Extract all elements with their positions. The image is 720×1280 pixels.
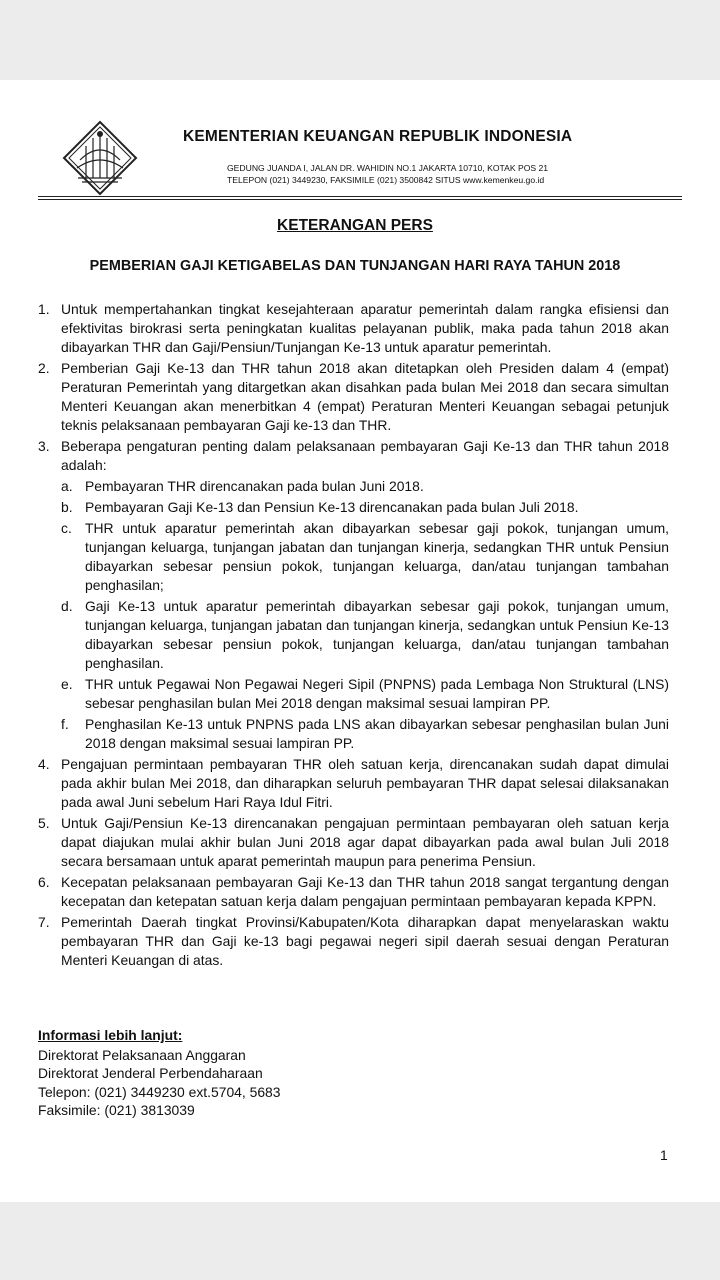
address-line: GEDUNG JUANDA I, JALAN DR. WAHIDIN NO.1 JAKARTA 10710, KOTAK POS 21 bbox=[227, 163, 549, 173]
list-item bbox=[38, 814, 669, 871]
info-phone: Telepon: (021) 3449230 ext.5704, 5683 bbox=[38, 1083, 281, 1100]
sublist-letter: e. bbox=[61, 676, 73, 692]
item-text: Kecepatan pelaksanaan pembayaran Gaji Ke-13 dan THR tahun 2018 sangat tergantung dengan kecepatan dan ketepatan satuan kerja dalam pengajuan permintaan pembayaran kepada KPPN. bbox=[61, 874, 669, 909]
page-number: 1 bbox=[660, 1147, 668, 1163]
sublist-letter: a. bbox=[61, 478, 73, 494]
sublist-text: Pembayaran Gaji Ke-13 dan Pensiun Ke-13 direncanakan pada bulan Juli 2018. bbox=[85, 499, 579, 515]
list-item bbox=[38, 755, 669, 812]
info-line: Direktorat Jenderal Perbendaharaan bbox=[38, 1065, 263, 1081]
list-item bbox=[38, 359, 669, 435]
list-item bbox=[38, 437, 669, 475]
sublist-text: Pembayaran THR direncanakan pada bulan Juni 2018. bbox=[85, 478, 424, 494]
sublist-letter: d. bbox=[61, 598, 73, 614]
kemenkeu-emblem-icon bbox=[62, 120, 138, 196]
list-item bbox=[38, 873, 669, 911]
document-heading: KETERANGAN PERS bbox=[277, 217, 433, 234]
item-number: 2. bbox=[38, 360, 50, 376]
sublist-item bbox=[38, 519, 669, 595]
item-number: 4. bbox=[38, 756, 50, 772]
sublist-item bbox=[38, 597, 669, 673]
sublist-item bbox=[38, 498, 669, 517]
list-item bbox=[38, 300, 669, 357]
item-text: Untuk Gaji/Pensiun Ke-13 direncanakan pengajuan permintaan pembayaran oleh satuan kerja dapat diajukan mulai akhir bulan Juni 2018 agar dapat dibayarkan pada awal bulan Juli 2018 secara bersamaan untuk aparat pemerintah maupun para penerima Pensiun. bbox=[61, 815, 669, 869]
item-text: Pemberian Gaji Ke-13 dan THR tahun 2018 akan ditetapkan oleh Presiden dalam 4 (empat) Peraturan Pemerintah yang ditargetkan akan disahkan pada bulan Mei 2018 dan secara simultan Menteri Keuangan akan menerbitkan 4 (empat) Peraturan Menteri Keuangan sebagai petunjuk teknis pelaksanaan pembayaran Gaji ke-13 dan THR. bbox=[61, 360, 669, 433]
item-text: Untuk mempertahankan tingkat kesejahteraan aparatur pemerintah dalam rangka efisiensi dan efektivitas birokrasi serta peningkatan kualitas pelayanan publik, maka pada tahun 2018 akan dibayarkan THR dan Gaji/Pensiun/Tunjangan Ke-13 untuk aparatur pemerintah. bbox=[61, 301, 669, 355]
list-item bbox=[38, 913, 669, 970]
contact-line: TELEPON (021) 3449230, FAKSIMILE (021) 3500842 SITUS www.kemenkeu.go.id bbox=[227, 175, 545, 185]
item-text: Pengajuan permintaan pembayaran THR oleh satuan kerja, direncanakan sudah dapat dimulai pada akhir bulan Mei 2018, dan diharapkan seluruh pembayaran THR dapat selesai dilaksanakan pada awal Juni sebelum Hari Raya Idul Fitri. bbox=[61, 756, 669, 810]
item-number: 5. bbox=[38, 815, 50, 831]
sublist-letter: f. bbox=[61, 716, 69, 732]
numbered-list bbox=[38, 300, 669, 972]
item-text: Beberapa pengaturan penting dalam pelaksanaan pembayaran Gaji Ke-13 dan THR tahun 2018 adalah: bbox=[61, 438, 669, 473]
info-fax: Faksimile: (021) 3813039 bbox=[38, 1102, 195, 1118]
sublist-item bbox=[38, 477, 669, 496]
sublist-text: Penghasilan Ke-13 untuk PNPNS pada LNS akan dibayarkan sebesar penghasilan bulan Juni 2018 dengan maksimal sesuai lampiran PP. bbox=[85, 716, 669, 751]
item-text: Pemerintah Daerah tingkat Provinsi/Kabupaten/Kota diharapkan dapat menyelaraskan waktu pembayaran THR dan Gaji ke-13 bagi pegawai negeri sipil daerah sesuai dengan Peraturan Menteri Keuangan di atas. bbox=[61, 914, 669, 968]
item-number: 1. bbox=[38, 301, 50, 317]
sublist-item bbox=[38, 715, 669, 753]
sublist-text: THR untuk Pegawai Non Pegawai Negeri Sipil (PNPNS) pada Lembaga Non Struktural (LNS) sebesar penghasilan bulan Mei 2018 dengan maksimal sesuai lampiran PP. bbox=[85, 676, 669, 711]
sublist-text: THR untuk aparatur pemerintah akan dibayarkan sebesar gaji pokok, tunjangan umum, tunjangan keluarga, tunjangan jabatan dan tunjangan kinerja, sedangkan THR untuk Pensiun dibayarkan sebesar pensiun pokok, tunjangan keluarga, dan/atau tunjangan tambahan penghasilan; bbox=[85, 520, 669, 593]
item-number: 3. bbox=[38, 438, 50, 454]
info-line: Direktorat Pelaksanaan Anggaran bbox=[38, 1046, 246, 1063]
org-title: KEMENTERIAN KEUANGAN REPUBLIK INDONESIA bbox=[183, 128, 573, 145]
header-divider bbox=[38, 199, 682, 200]
org-address bbox=[227, 162, 707, 186]
lettered-sublist bbox=[38, 477, 669, 753]
document-subheading: PEMBERIAN GAJI KETIGABELAS DAN TUNJANGAN HARI RAYA TAHUN 2018 bbox=[89, 258, 621, 274]
item-number: 7. bbox=[38, 914, 50, 930]
item-number: 6. bbox=[38, 874, 50, 890]
sublist-item bbox=[38, 675, 669, 713]
contact-info bbox=[38, 1026, 438, 1120]
document-page bbox=[0, 80, 720, 1202]
info-title: Informasi lebih lanjut: bbox=[38, 1027, 183, 1043]
sublist-letter: c. bbox=[61, 520, 72, 536]
sublist-text: Gaji Ke-13 untuk aparatur pemerintah dibayarkan sebesar gaji pokok, tunjangan umum, tunjangan keluarga, tunjangan jabatan dan tunjangan kinerja, sedangkan untuk Pensiun Ke-13 dibayarkan sebesar pensiun pokok, tunjangan keluarga, dan/atau tunjangan tambahan penghasilan. bbox=[85, 598, 669, 671]
header-divider bbox=[38, 196, 682, 197]
sublist-letter: b. bbox=[61, 499, 73, 515]
